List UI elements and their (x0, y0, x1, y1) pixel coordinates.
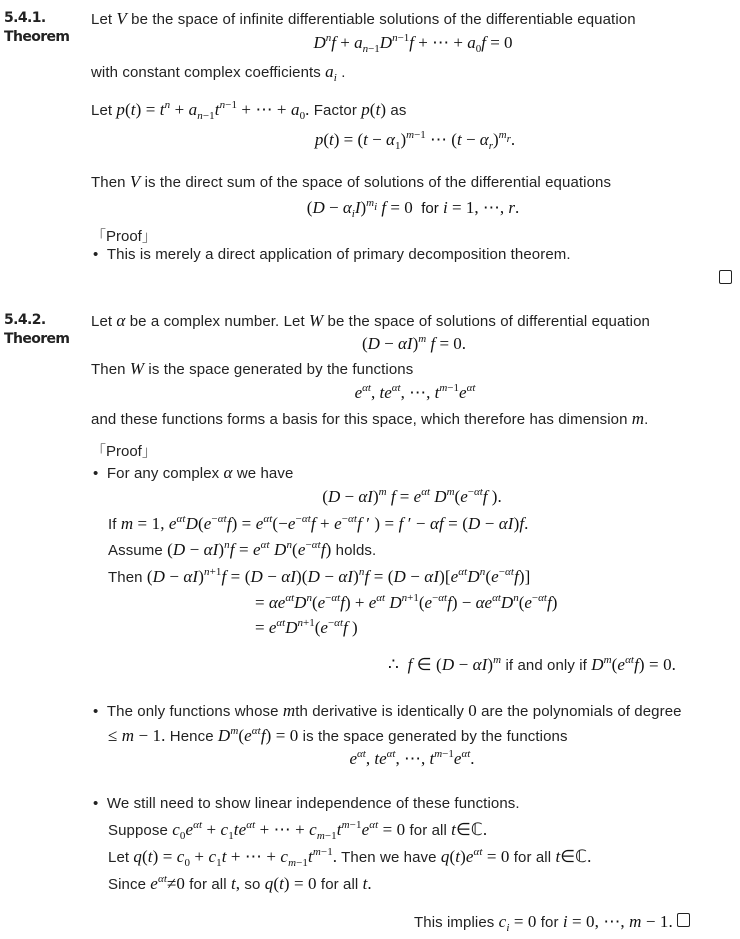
theorem-statement-line: Let $p(t) = t^n + a_{n-1}t^{n-1}$ + ⋯ + $a_0$. Factor p(t) as (91, 99, 407, 122)
proof-line: Let $q(t) = c_0 + c_1t$ + ⋯ + $c_{m-1}t^{m-1}$. Then we have $q(t)e^{\alpha t} = 0$ for all t∈ℂ. (108, 846, 592, 869)
qed-icon (719, 270, 732, 289)
equation: $(D - \alpha_iI)^{m_i}$ f = 0 for i = 1, ⋯, r. (306, 197, 520, 220)
theorem-number: 5.4.1. (4, 10, 46, 26)
proof-label: 「Proof」 (91, 443, 157, 460)
theorem-statement-line: Then V is the direct sum of the space of solutions of the differential equations (91, 172, 612, 191)
proof-bullet: • This is merely a direct application of primary decomposition theorem. (93, 246, 571, 263)
equation: $e^{\alpha t}$, $te^{\alpha t}$, ⋯, $t^{m-1}e^{\alpha t}$. (349, 748, 475, 768)
theorem-number: 5.4.2. (4, 312, 46, 328)
theorem-label: Theorem (4, 29, 70, 45)
theorem-statement-line: Let α be a complex number. Let W be the space of solutions of differential equation (91, 311, 650, 330)
theorem-label: Theorem (4, 331, 70, 347)
proof-line: Suppose $c_0e^{\alpha t} + c_1te^{\alpha t}$ + ⋯ + $c_{m-1}t^{m-1}e^{\alpha t} = 0$ for all t∈ℂ. (108, 819, 488, 842)
equation: $e^{\alpha t}$, $te^{\alpha t}$, ⋯, $t^{m-1}e^{\alpha t}$ (354, 382, 476, 402)
proof-line: Then $(D - \alpha I)^{n+1}f = (D - \alpha I)(D - \alpha I)^nf = (D - \alpha I)[e^{\alpha t}D^n(e^{-\alpha t}f)]$ (108, 566, 531, 586)
proof-bullet: • For any complex α we have (93, 463, 294, 482)
proof-line: ≤ m − 1. Hence $D^m(e^{\alpha t}f) = 0$ is the space generated by the functions (108, 725, 568, 745)
proof-line: Since $e^{\alpha t}\ne 0$ for all t, so q(t) = 0 for all t. (108, 873, 372, 893)
proof-conclusion: This implies $c_i = 0$ for i = 0, ⋯, m − 1. (414, 912, 690, 932)
equation: $(D - \alpha I)^m$ f = 0. (361, 333, 467, 353)
proof-line: = $e^{\alpha t}D^{n+1}(e^{-\alpha t}f$ ) (255, 617, 358, 637)
proof-line: = $\alpha e^{\alpha t}D^n(e^{-\alpha t}f) + e^{\alpha t}$ $D^{n+1}(e^{-\alpha t}f) - \alpha e^{\alpha t}D^n(e^{-\alpha t}f)$ (255, 592, 558, 612)
theorem-statement-line: Then W is the space generated by the functions (91, 359, 414, 378)
proof-label: 「Proof」 (91, 228, 157, 245)
proof-line: Assume $(D - \alpha I)^nf = e^{\alpha t}$ $D^n(e^{-\alpha t}f)$ holds. (108, 539, 377, 559)
proof-conclusion: ∴ f ∈ $(D - \alpha I)^m$ if and only if $D^m(e^{\alpha t}f) = 0$. (388, 654, 677, 674)
qed-icon (677, 913, 690, 927)
proof-line: If m = 1, $e^{\alpha t}D(e^{-\alpha t}f) = e^{\alpha t}(-e^{-\alpha t}f + e^{-\alpha t}f$ ′ ) = f ′ − αf = (D − αI)f. (108, 513, 529, 533)
equation: $p(t) = (t - \alpha_1)^{m-1}$ ⋯ $(t - \alpha_r)^{m_r}$. (314, 129, 516, 152)
proof-bullet: • We still need to show linear independence of these functions. (93, 795, 520, 812)
theorem-statement-line: with constant complex coefficients $a_i$ . (91, 62, 346, 84)
theorem-statement-line: and these functions forms a basis for this space, which therefore has dimension m. (91, 409, 649, 428)
proof-bullet: • The only functions whose mth derivative is identically 0 are the polynomials of degree (93, 701, 682, 720)
theorem-statement-line: Let V be the space of infinite differentiable solutions of the differentiable equation (91, 9, 636, 28)
equation: $D^nf + a_{n-1}D^{n-1}f$ + ⋯ + $a_0f = 0$ (313, 32, 513, 55)
equation: $(D - \alpha I)^m$ $f = e^{\alpha t}$ $D^m(e^{-\alpha t}f$ ). (322, 486, 502, 506)
